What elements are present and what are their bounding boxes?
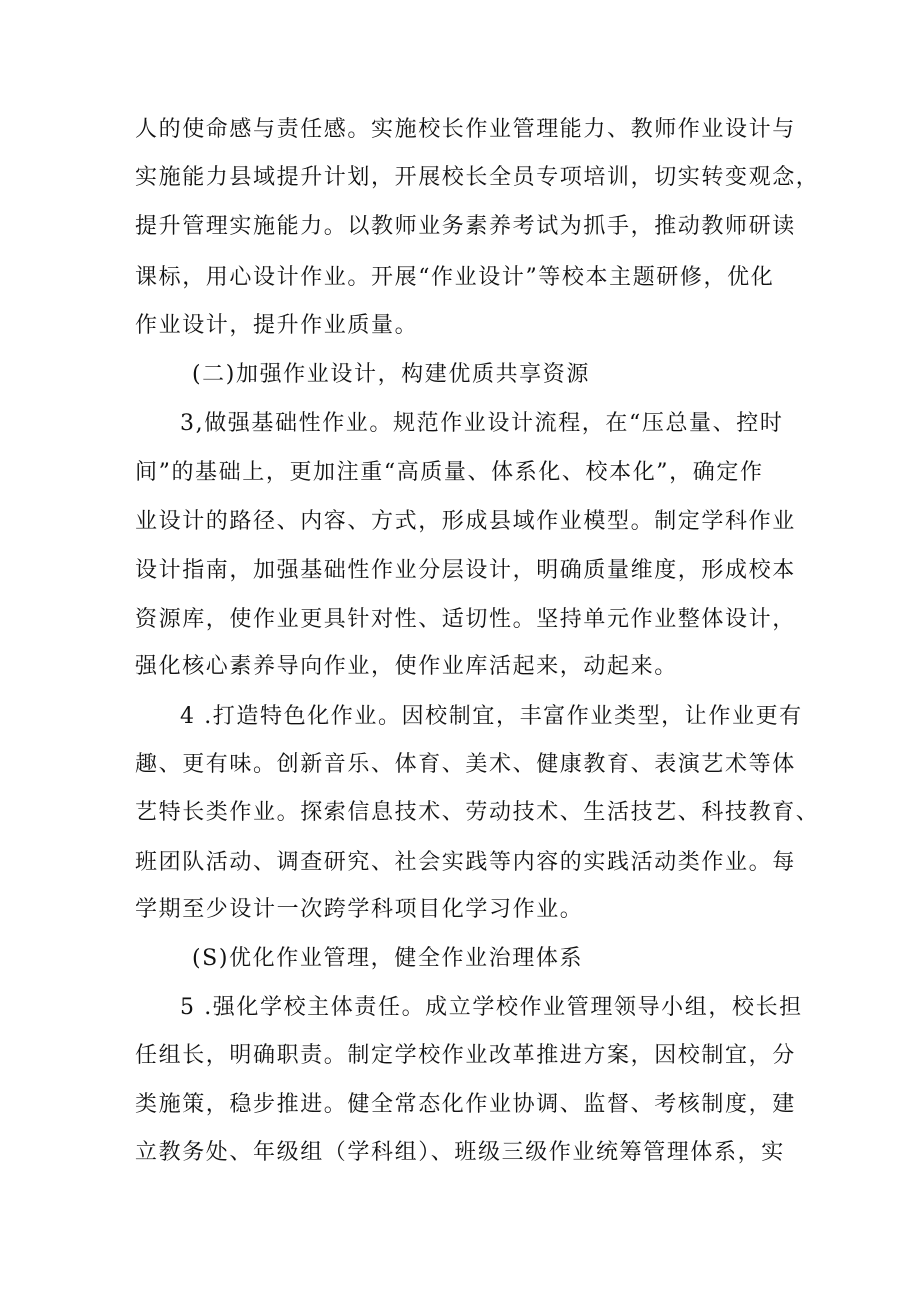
section-heading: (二)加强作业设计，构建优质共享资源	[192, 362, 590, 387]
paragraph-line: 实施能力县域提升计划，开展校长全员专项培训，切实转变观念，	[135, 165, 820, 190]
paragraph-line: 学期至少设计一次跨学科项目化学习作业。	[135, 897, 584, 922]
paragraph-line: 4 .打造特色化作业。因校制宜，丰富作业类型，让作业更有	[180, 704, 803, 729]
paragraph-line: 类施策，稳步推进。健全常态化作业协调、监督、考核制度，建	[135, 1092, 796, 1117]
paragraph-line: 3,做强基础性作业。规范作业设计流程，在“压总量、控时	[180, 411, 784, 436]
paragraph-line: 班团队活动、调查研究、社会实践等内容的实践活动类作业。每	[135, 850, 796, 875]
paragraph-line: 强化核心素养导向作业，使作业库活起来，动起来。	[135, 654, 678, 679]
section-heading: (S)优化作业管理，健全作业治理体系	[192, 946, 584, 971]
paragraph-line: 5 .强化学校主体责任。成立学校作业管理领导小组，校长担	[180, 995, 803, 1020]
paragraph-line: 提升管理实施能力。以教师业务素养考试为抓手，推动教师研读	[135, 214, 796, 239]
paragraph-line: 人的使命感与责任感。实施校长作业管理能力、教师作业设计与	[135, 117, 796, 142]
paragraph-line: 立教务处、年级组（学科组）、班级三级作业统筹管理体系，实	[135, 1140, 785, 1165]
paragraph-line: 任组长，明确职责。制定学校作业改革推进方案，因校制宜，分	[135, 1043, 796, 1068]
paragraph-line: 课标，用心设计作业。开展“作业设计”等校本主题研修，优化	[135, 265, 775, 290]
paragraph-line: 趣、更有味。创新音乐、体育、美术、健康教育、表演艺术等体	[135, 752, 796, 777]
paragraph-line: 作业设计，提升作业质量。	[135, 313, 419, 338]
paragraph-line: 间”的基础上，更加注重“高质量、体系化、校本化”，确定作	[135, 460, 764, 485]
paragraph-line: 业设计的路径、内容、方式，形成县域作业模型。制定学科作业	[135, 509, 796, 534]
paragraph-line: 资源库，使作业更具针对性、适切性。坚持单元作业整体设计，	[135, 607, 796, 632]
paragraph-line: 设计指南，加强基础性作业分层设计，明确质量维度，形成校本	[135, 558, 796, 583]
paragraph-line: 艺特长类作业。探索信息技术、劳动技术、生活技艺、科技教育、	[135, 800, 820, 825]
